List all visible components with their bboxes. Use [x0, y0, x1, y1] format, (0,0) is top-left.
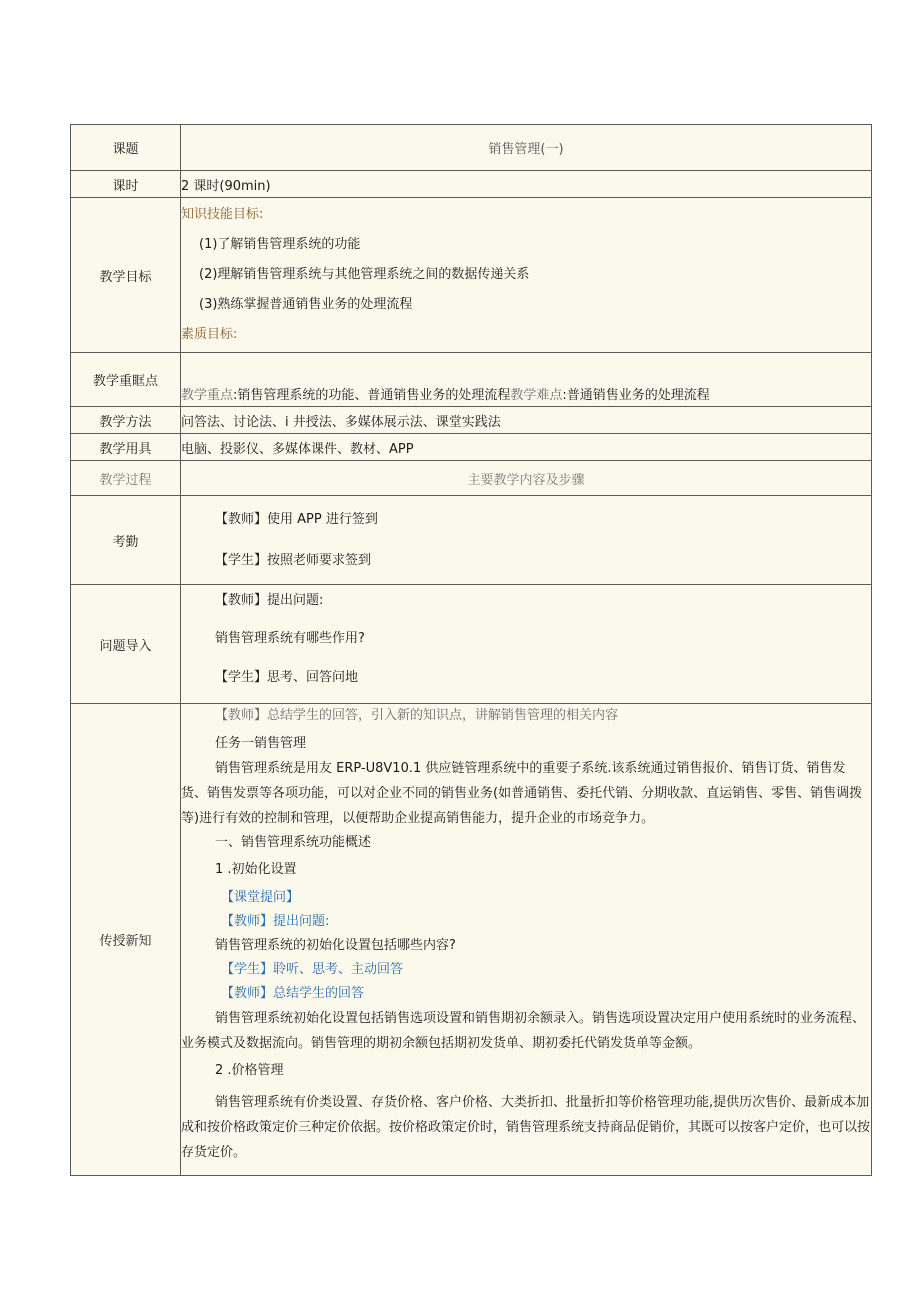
- question-tag: 【课堂提问】: [221, 890, 300, 905]
- tools-value: 电脑、投影仪、多媒体课件、教材、APP: [181, 434, 872, 461]
- methods-label: 教学方法: [71, 407, 181, 434]
- paragraph-1: 销售管理系统是用友 ERP-U8V10.1 供应链管理系统中的重要子系统.该系统通过销售报价、销售订货、销售发货、销售发票等各项功能，可以对企业不同的销售业务(如普通销售、委托代销、分期收款、直运销售、零售、销售调拨等)进行有效的控制和管理，以便帮助企业提高销售能力，提升企业的市场竞争力。: [181, 761, 863, 826]
- attendance-teacher: 【教师】使用 APP 进行签到: [215, 512, 378, 527]
- difficult-label: 教学难点: [510, 388, 563, 403]
- tools-label: 教学用具: [71, 434, 181, 461]
- attendance-row: [71, 496, 872, 585]
- methods-value: 问答法、讨论法、i 井授法、多媒体展示法、课堂实践法: [181, 407, 872, 434]
- key-text: :销售管理系统的功能、普通销售业务的处理流程: [233, 388, 511, 403]
- teaching-summary: 【教师】总结学生的回答，引入新的知识点，讲解销售管理的相关内容: [215, 708, 619, 723]
- process-header: 主要教学内容及步骤: [181, 461, 872, 496]
- topic-value: 销售管理(一): [181, 125, 872, 171]
- hours-row: [71, 171, 872, 198]
- process-label: 教学过程: [71, 461, 181, 496]
- paragraph-2: 销售管理系统初始化设置包括销售选项设置和销售期初余额录入。销售选项设置决定用户使用系统时的业务流程、业务模式及数据流向。销售管理的期初余额包括期初发货单、期初委托代销发货单等金额。: [181, 1011, 866, 1051]
- topic-row: [71, 125, 872, 171]
- teaching-content: [181, 704, 872, 1176]
- keypoints-label: 教学重眶点: [71, 353, 181, 407]
- question-teacher: 【教师】提出问题:: [221, 914, 330, 929]
- tools-row: [71, 434, 872, 461]
- intro-student: 【学生】思考、回答问地: [215, 670, 359, 685]
- intro-content: [181, 585, 872, 704]
- methods-row: [71, 407, 872, 434]
- attendance-label: 考勤: [71, 496, 181, 585]
- hours-label: 课时: [71, 171, 181, 198]
- objectives-label: 教学目标: [71, 198, 181, 353]
- objectives-content: [181, 198, 872, 353]
- knowledge-heading: 知识技能目标:: [181, 207, 264, 222]
- intro-question: 销售管理系统有哪些作用?: [215, 631, 365, 646]
- process-header-row: [71, 461, 872, 496]
- attendance-content: [181, 496, 872, 585]
- subsection-heading: 1 .初始化设置: [215, 862, 297, 877]
- question-student: 【学生】聆听、思考、主动回答: [221, 962, 404, 977]
- topic-label: 课题: [71, 125, 181, 171]
- key-label: 教学重点: [181, 388, 234, 403]
- hours-value: 2 课时(90min): [181, 171, 872, 198]
- paragraph-3: 销售管理系统有价类设置、存货价格、客户价格、大类折扣、批量折扣等价格管理功能,提供历次售价、最新成本加成和按价格政策定价三种定价依据。按价格政策定价时，销售管理系统支持商品促销价，其既可以按客户定价，也可以按存货定价。: [181, 1095, 871, 1160]
- teaching-row: [71, 704, 872, 1176]
- intro-row: [71, 585, 872, 704]
- question-text: 销售管理系统的初始化设置包括哪些内容?: [215, 938, 456, 953]
- task-heading: 任务一销售管理: [215, 736, 307, 751]
- subsection-heading: 2 .价格管理: [215, 1063, 284, 1078]
- objectives-row: [71, 198, 872, 353]
- teaching-label: 传授新知: [71, 704, 181, 1176]
- question-summary: 【教师】总结学生的回答: [221, 986, 365, 1001]
- objective-item: (3)熟练掌握普通销售业务的处理流程: [199, 297, 413, 312]
- objective-item: (1)了解销售管理系统的功能: [199, 237, 361, 252]
- keypoints-row: [71, 353, 872, 407]
- intro-teacher: 【教师】提出问题:: [215, 593, 324, 608]
- attendance-student: 【学生】按照老师要求签到: [215, 553, 372, 568]
- section-heading: 一、销售管理系统功能概述: [215, 835, 372, 850]
- objective-item: (2)理解销售管理系统与其他管理系统之间的数据传递关系: [199, 267, 530, 282]
- quality-heading: 素质目标:: [181, 327, 238, 342]
- lesson-plan-table: [70, 124, 872, 1176]
- keypoints-content: [181, 353, 872, 407]
- difficult-text: :普通销售业务的处理流程: [562, 388, 710, 403]
- intro-label: 问题导入: [71, 585, 181, 704]
